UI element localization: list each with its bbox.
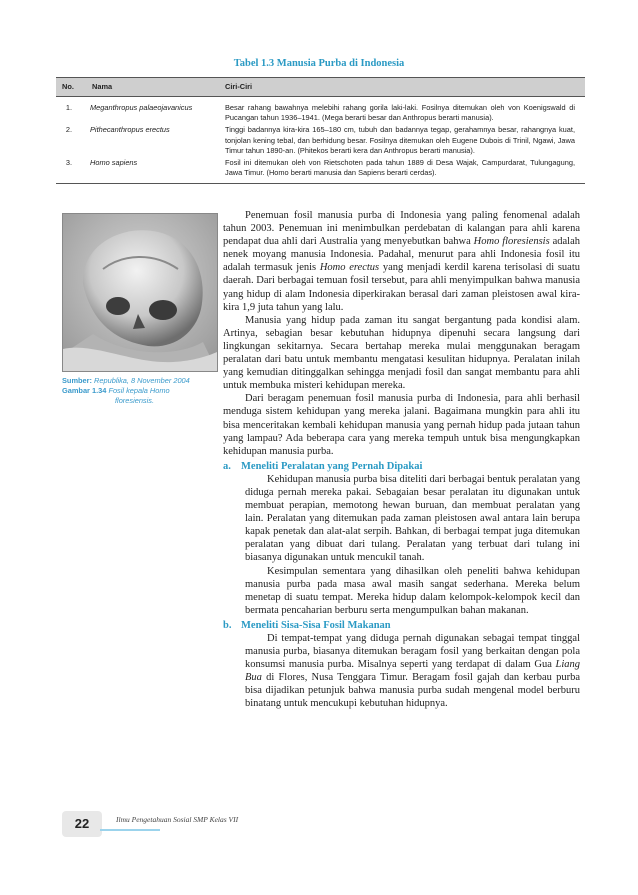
section-b-heading: b. Meneliti Sisa-Sisa Fosil Makanan bbox=[223, 619, 391, 631]
skull-fossil-image bbox=[63, 214, 217, 371]
caption-value: Fosil kepala Homo bbox=[108, 386, 170, 395]
paragraph: Kehidupan manusia purba bisa diteliti dari berbagai bentuk peralatan yang diduga pernah mereka pakai. Sebagaian besar peralatan itu digunakan untuk membuat perapian, memotong hewan buruan, dan membuat peralatan yang lain. Peralatan yang ditemukan pada zaman pleistosen awal antara lain berupa kapak penetak dan alat-alat serpih. Bahkan, di berbagai tempat juga ditemukan peralatan yang dibuat dari tulang. Peralatan yang terbuat dari tulang ini biasanya digunakan untuk mencukil tanah. bbox=[245, 473, 580, 564]
header-ciri: Ciri-Ciri bbox=[219, 78, 585, 97]
figure-source bbox=[62, 376, 190, 385]
fossil-table bbox=[56, 77, 585, 184]
footer-divider bbox=[100, 829, 160, 831]
row-ciri: Besar rahang bawahnya melebihi rahang gorila laki-laki. Fosilnya ditemukan oleh von Koenigswald di Pucangan tahun 1936–1941. (Mega berarti besar dan Anthropus berarti manusia). bbox=[225, 103, 575, 123]
row-ciri: Tinggi badannya kira-kira 165–180 cm, tubuh dan badannya tegap, gerahamnya besar, rahangnya kuat, tonjolan kening tebal, dan berhidung besar. Fosilnya ditemukan oleh Eugene Dubois di Trinil, Ngawi, Jawa Timur tahun 1890-an. (Phitekos berarti kera dan Anthropus berarti manusia). bbox=[225, 125, 575, 155]
source-label: Sumber: bbox=[62, 376, 92, 385]
paragraph: Penemuan fosil manusia purba di Indonesia yang paling fenomenal adalah tahun 2003. Penemuan ini menimbulkan perdebatan di kalangan para ahli karena pendapat dua ahli dari Australia yang menyebutkan bahwa Homo floresiensis adalah nenek moyang manusia Indonesia. Padahal, menurut para ahli Indonesia fosil itu adalah termasuk jenis Homo erectus yang menjadi kerdil karena terisolasi di suatu daerah. Dari berbagai temuan fosil tersebut, para ahli menyimpulkan bahwa manusia yang hidup di alam Indonesia diperkirakan berasal dari zaman pleistosen awal kira-kira 1,9 juta tahun yang lalu. bbox=[223, 210, 580, 313]
row-ciri: Fosil ini ditemukan oleh von Rietschoten pada tahun 1889 di Desa Wajak, Campurdarat, Tulungagung, Jawa Timur. (Homo berarti manusia dan Sapiens berarti cerdas). bbox=[219, 156, 585, 183]
row-nama: Pithecanthropus erectus bbox=[90, 125, 170, 135]
main-text bbox=[223, 209, 580, 711]
skull-photo bbox=[62, 213, 218, 372]
section-a-body bbox=[223, 473, 580, 617]
section-b-body bbox=[223, 632, 580, 711]
header-no: No. bbox=[56, 78, 86, 97]
table-caption: Tabel 1.3 Manusia Purba di Indonesia bbox=[233, 58, 405, 69]
paragraph: Kesimpulan sementara yang dihasilkan oleh peneliti bahwa kehidupan manusia purba pada masa awal masih sangat sederhana. Mereka belum menetap di suatu tempat. Mereka hidup dalam kelompok-kelompok kecil dan bermata pencaharian berburu serta mengumpulkan bahan makanan. bbox=[245, 565, 580, 616]
row-nama: Meganthropus palaeojavanicus bbox=[90, 103, 193, 112]
table-row bbox=[56, 97, 585, 124]
table-header-row bbox=[56, 78, 585, 97]
page-number: 22 bbox=[62, 811, 102, 837]
paragraph: Di tempat-tempat yang diduga pernah digunakan sebagai tempat tinggal manusia purba, biasanya ditemukan beragam fosil yang berkaitan dengan pola konsumsi manusia purba. Misalnya seperti yang terdapat di dalam Gua Liang Bua di Flores, Nusa Tenggara Timur. Beragam fosil gajah dan kerbau purba bisa dijadikan petunjuk bahwa manusia purba sudah mengenal model berburu binatang untuk mencukupi kebutuhan hidupnya. bbox=[245, 633, 580, 710]
row-no: 3. bbox=[56, 156, 86, 183]
row-no: 2. bbox=[65, 125, 73, 135]
source-value: Republika, 8 November 2004 bbox=[94, 376, 190, 385]
row-nama: Homo sapiens bbox=[86, 156, 219, 183]
header-nama: Nama bbox=[86, 78, 219, 97]
caption-value-2: floresiensis. bbox=[115, 395, 155, 405]
caption-label: Gambar 1.34 bbox=[62, 386, 107, 395]
book-title: Ilmu Pengetahuan Sosial SMP Kelas VII bbox=[116, 815, 239, 824]
section-a-heading: a. Meneliti Peralatan yang Pernah Dipakai bbox=[223, 460, 423, 472]
figure-caption bbox=[62, 386, 232, 406]
paragraph: Dari beragam penemuan fosil manusia purba di Indonesia, para ahli berhasil menduga sistem kehidupan yang mereka jalani. Bagaimana mungkin para ahli itu bisa menceritakan kembali kehidupan manusia yang pernah hidup pada jutaan tahun yang lampau? Ada beberapa cara yang mereka tempuh untuk bisa mengungkapkan kehidupan manusia purba. bbox=[223, 393, 580, 457]
paragraph: Manusia yang hidup pada zaman itu sangat bergantung pada kondisi alam. Artinya, sebagian besar kebutuhan hidupnya dipenuhi secara langsung dari lingkungan sekitarnya. Secara bertahap mereka mulai menggunakan beragam peralatan dari batu untuk membantu mengatasi kesulitan hidupnya. Peralatan inilah yang kemudian ditinggalkan sehingga menjadi fosil dan sangat membantu para ahli untuk membuka misteri kehidupan mereka. bbox=[223, 314, 580, 392]
row-no: 1. bbox=[65, 103, 73, 112]
table-row bbox=[56, 156, 585, 183]
table-row bbox=[56, 123, 585, 156]
